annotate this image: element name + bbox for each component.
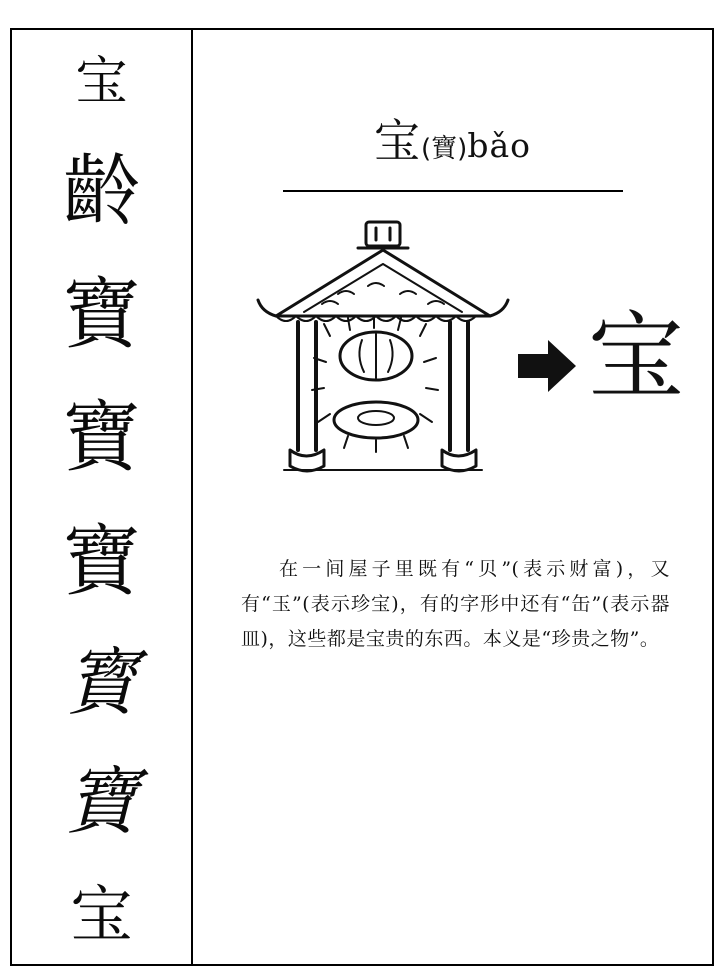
headword-paren-close: ) [457,134,468,164]
evolution-form-oracle-bone: 宝 [75,52,128,112]
right-arrow-icon [518,340,576,392]
house-with-jade-and-shell-illustration [218,212,688,532]
explanation-text: 在一间屋子里既有“贝”(表示财富)，又有“玉”(表示珍宝)，有的字形中还有“缶”(表示器皿)，这些都是宝贵的东西。本义是“珍贵之物”。 [241,558,670,651]
headword-line [193,114,712,168]
illustration-result-glyph: 宝 [587,301,684,413]
headword-pinyin: bǎo [467,126,531,165]
illustration-area [193,212,712,542]
evolution-form-seal-2: 寶 [62,393,141,484]
headword-traditional: 寶 [431,134,458,164]
entry-card [193,30,712,964]
headword-underline [283,190,623,192]
character-evolution-column [12,30,191,964]
evolution-form-clerical: 寶 [62,516,141,607]
headword-simplified: 宝 [374,114,421,168]
headword-paren-open: ( [421,134,432,164]
evolution-form-modern: 宝 [70,877,133,951]
evolution-form-bronze: 齡 [62,147,141,238]
evolution-form-running-2: 寶 [64,758,139,845]
evolution-form-running-1: 寳 [64,639,139,726]
evolution-form-seal-1: 寶 [62,270,141,361]
